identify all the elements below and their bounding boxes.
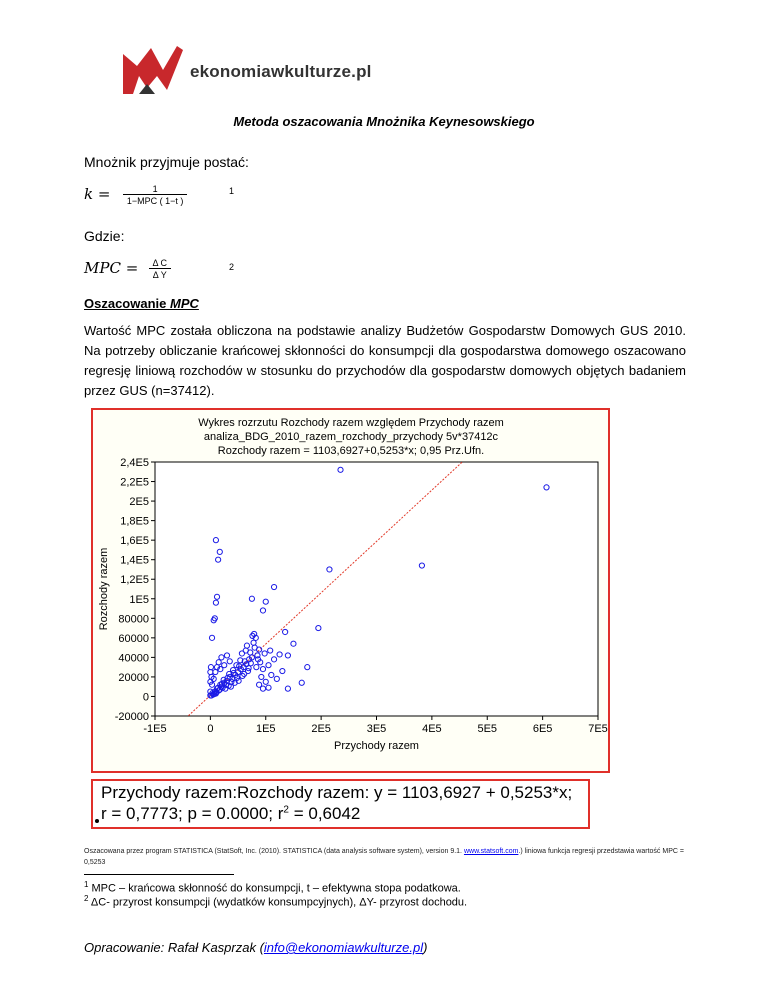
chart-title-line-1: Wykres rozrzutu Rozchody razem względem Przychody razem	[198, 417, 504, 429]
formula-1-numerator: 1	[152, 184, 158, 194]
y-tick-label: 0	[142, 691, 149, 704]
scatter-chart-frame	[91, 408, 610, 773]
formula-2-ref: 2	[229, 262, 235, 272]
y-axis-label: Rozchody razem	[98, 547, 110, 631]
y-tick-label: 1E5	[129, 593, 149, 606]
chart-title-line-3: Rozchody razem = 1103,6927+0,5253*x; 0,95 Prz.Ufn.	[217, 445, 485, 457]
page-title: Metoda oszacowania Mnożnika Keynesowskiego	[233, 114, 535, 129]
x-tick-label: 5E5	[477, 723, 498, 735]
footnote-2	[84, 894, 467, 909]
x-tick-label: 0	[207, 723, 214, 735]
intro-text: Mnożnik przyjmuje postać:	[84, 154, 249, 170]
chart-title-line-2: analiza_BDG_2010_razem_rozchody_przychody 5v*37412c	[203, 431, 499, 443]
caption-text-b: .) liniowa funkcja regresji przedstawia wartość MPC = 0,5253	[84, 848, 684, 866]
x-tick-label: 1E5	[255, 723, 276, 735]
logo-icon	[121, 40, 185, 96]
x-tick-label: 6E5	[532, 723, 553, 735]
bullet-dot	[95, 819, 99, 823]
y-tick-label: 1,4E5	[120, 554, 149, 567]
x-axis-label: Przychody razem	[334, 740, 419, 752]
y-tick-label: 1,6E5	[120, 535, 149, 548]
chart-caption	[84, 846, 686, 868]
footnote-2-text: ΔC- przyrost konsumpcji (wydatków konsumpcyjnych), ΔY- przyrost dochodu.	[90, 896, 468, 909]
y-tick-label: 2,4E5	[120, 457, 149, 469]
footnote-divider	[84, 874, 234, 875]
scatter-chart	[93, 410, 608, 771]
footnote-1-text: MPC – krańcowa skłonność do konsumpcji, t – efektywna stopa podatkowa.	[91, 882, 461, 895]
formula-2-numerator: Δ C	[152, 258, 167, 268]
formula-2-denominator: Δ Y	[149, 268, 171, 280]
y-tick-label: -20000	[114, 711, 149, 723]
x-tick-label: 2E5	[311, 723, 331, 735]
formula-1-ref: 1	[229, 186, 235, 196]
formula-2-fraction	[149, 258, 171, 280]
y-tick-label: 1,8E5	[120, 515, 149, 528]
result-line-2	[101, 804, 360, 824]
footer-close: )	[423, 940, 428, 955]
formula-1-lhs: k =	[84, 185, 111, 204]
author-footer	[84, 940, 427, 955]
author-email-link[interactable]: info@ekonomiawkulturze.pl	[263, 940, 424, 955]
result-r-sup: 2	[283, 804, 289, 816]
y-tick-label: 2E5	[129, 496, 149, 509]
y-tick-label: 20000	[118, 671, 149, 684]
y-tick-label: 60000	[118, 632, 149, 645]
section-heading-prefix: Oszacowanie	[84, 296, 170, 311]
y-tick-label: 1,2E5	[120, 574, 149, 587]
footnote-1	[84, 880, 461, 895]
x-tick-label: 3E5	[366, 723, 387, 735]
formula-1	[84, 184, 187, 206]
formula-2-lhs: MPC =	[84, 259, 139, 278]
x-tick-label: -1E5	[143, 723, 167, 735]
x-tick-label: 4E5	[422, 723, 442, 735]
footer-text: Opracowanie: Rafał Kasprzak (	[84, 940, 264, 955]
y-tick-label: 2,2E5	[120, 476, 149, 489]
body-paragraph: Wartość MPC została obliczona na podstawie analizy Budżetów Gospodarstw Domowych GUS 2010. Na potrzeby obliczanie krańcowej skłonności do konsumpcji dla gospodarstwa domowego oszacowano regresję liniową rozchodów w stosunku do przychodów dla gospodarstw domowych objętych badaniem przez GUS (n=37412).	[84, 323, 686, 398]
footnote-2-num: 2	[84, 894, 89, 903]
section-heading	[84, 296, 199, 311]
result-r2-text: = 0,6042	[288, 804, 361, 823]
formula-1-fraction	[123, 184, 188, 206]
x-tick-label: 7E5	[588, 723, 608, 735]
y-tick-label: 40000	[118, 652, 149, 665]
section-heading-mpc: MPC	[169, 296, 199, 311]
regression-result-box	[91, 779, 590, 829]
y-tick-label: 80000	[118, 613, 149, 626]
footnote-1-num: 1	[84, 880, 89, 889]
caption-text-a: Oszacowana przez program STATISTICA (StatSoft, Inc. (2010). STATISTICA (data analysis software system), version 9.1.	[84, 848, 464, 855]
statsoft-link[interactable]: www.statsoft.com	[463, 848, 519, 855]
logo-text: ekonomiawkulturze.pl	[190, 62, 372, 81]
result-r-text: r = 0,7773; p = 0.0000; r	[101, 804, 284, 823]
gdzie-text: Gdzie:	[84, 228, 125, 244]
formula-1-denominator: 1−MPC ( 1−t )	[123, 194, 188, 206]
formula-2	[84, 258, 171, 280]
result-line-1: Przychody razem:Rozchody razem: y = 1103,6927 + 0,5253*x;	[101, 783, 573, 802]
